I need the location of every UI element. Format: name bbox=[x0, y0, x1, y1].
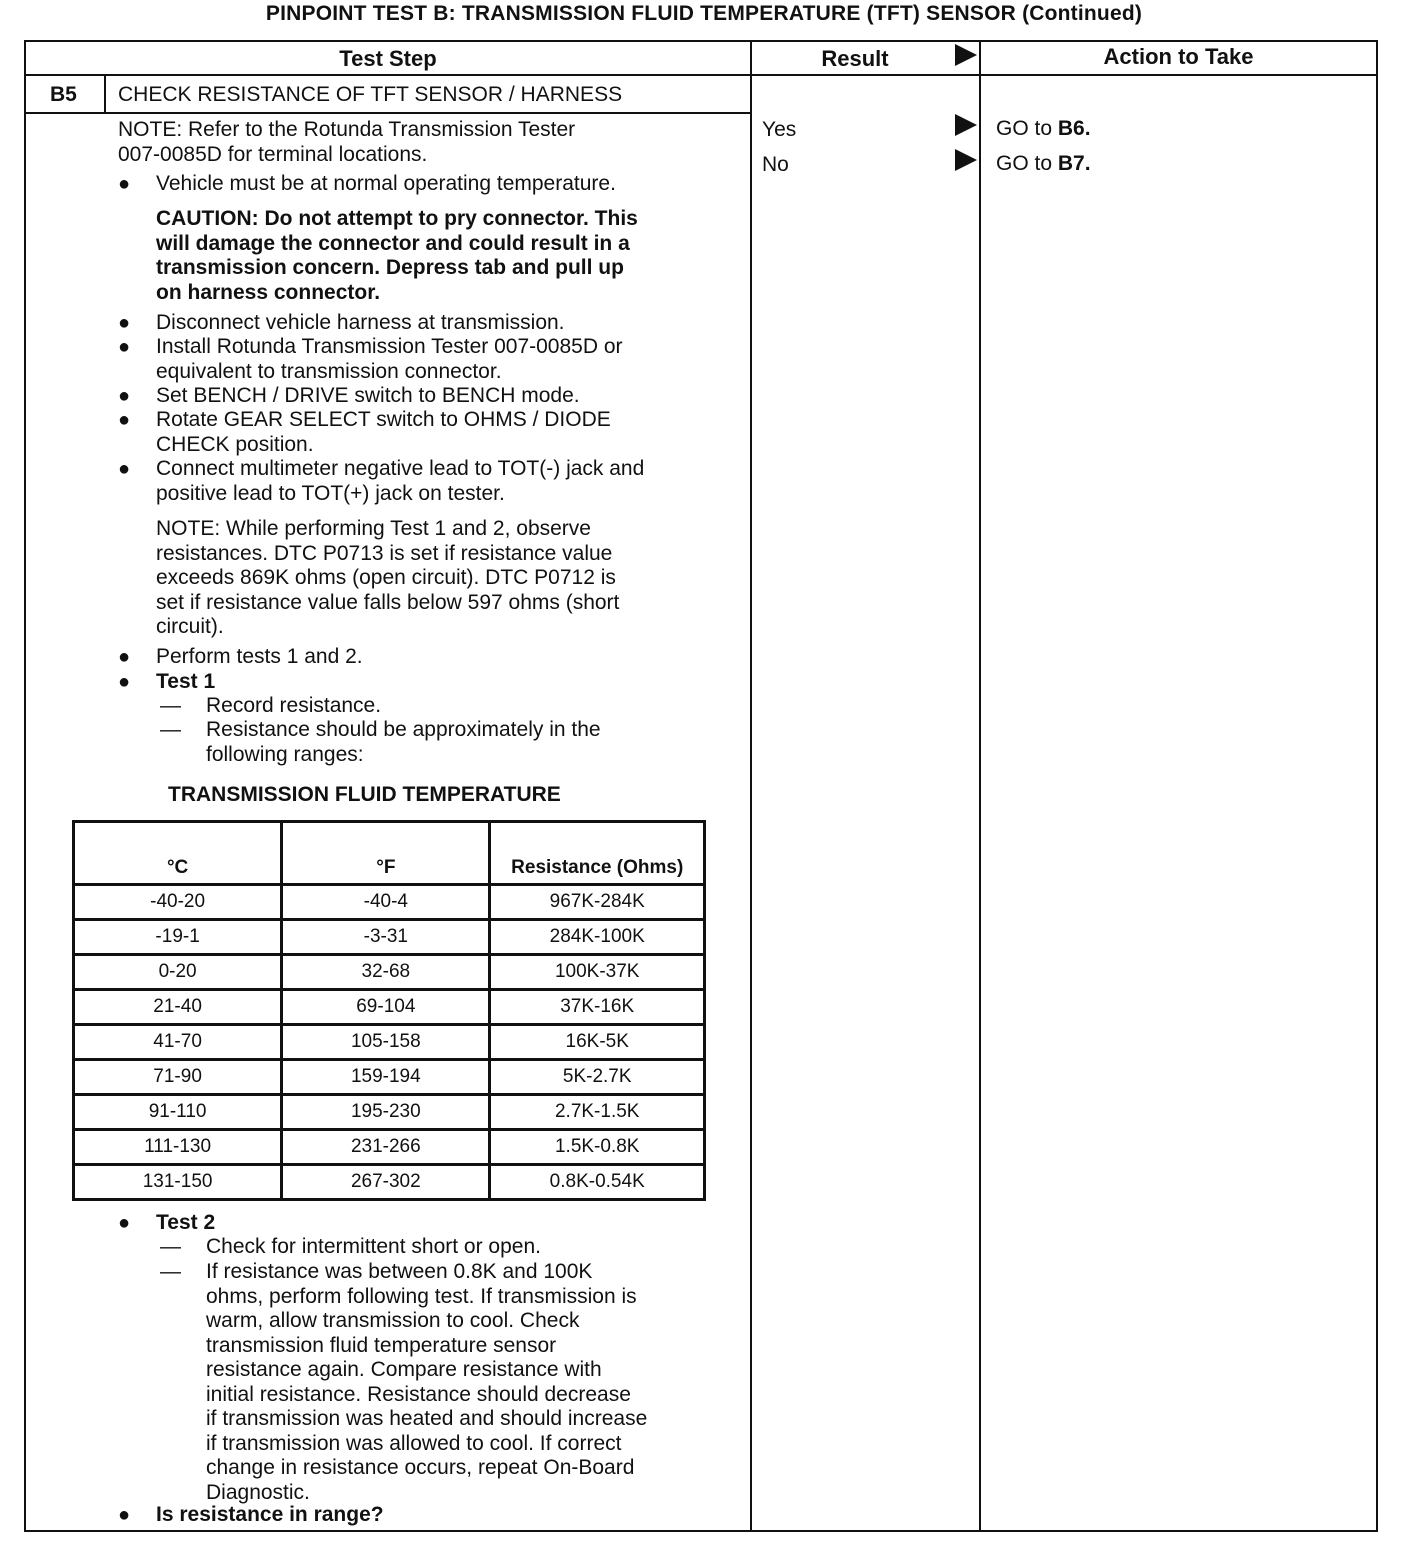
column-celsius: °C bbox=[74, 822, 282, 885]
header-action: Action to Take bbox=[1103, 44, 1254, 69]
frame-right-border bbox=[1376, 40, 1378, 1532]
result-no: No bbox=[762, 153, 789, 176]
cell-celsius: 131-150 bbox=[74, 1165, 282, 1200]
cell-fahrenheit: 267-302 bbox=[282, 1165, 490, 1200]
cell-celsius: -19-1 bbox=[74, 920, 282, 955]
cell-fahrenheit: 32-68 bbox=[282, 955, 490, 990]
step-heading: CHECK RESISTANCE OF TFT SENSOR / HARNESS bbox=[118, 83, 623, 106]
header-arrow-icon bbox=[955, 44, 977, 66]
test2-label: Test 2 bbox=[156, 1211, 216, 1234]
table-row bbox=[74, 1025, 705, 1060]
frame-top-border bbox=[24, 40, 1378, 42]
test1-label: Test 1 bbox=[156, 670, 216, 693]
dash-icon: — bbox=[160, 694, 181, 717]
dash-icon: — bbox=[160, 1235, 181, 1258]
result-column-divider bbox=[750, 40, 752, 1532]
cell-resistance: 100K-37K bbox=[490, 955, 705, 990]
bullet-bench-mode: Set BENCH / DRIVE switch to BENCH mode. bbox=[156, 384, 580, 407]
cell-fahrenheit: 105-158 bbox=[282, 1025, 490, 1060]
bullet-disconnect: Disconnect vehicle harness at transmission. bbox=[156, 311, 565, 334]
bullet-icon: ● bbox=[118, 312, 131, 334]
cell-fahrenheit: -40-4 bbox=[282, 885, 490, 920]
dash-icon: — bbox=[160, 718, 181, 741]
bullet-icon: ● bbox=[118, 336, 131, 358]
bullet-install-tester: Install Rotunda Transmission Tester 007-0085D or equivalent to transmission connector. bbox=[156, 335, 623, 383]
column-fahrenheit: °F bbox=[282, 822, 490, 885]
cell-resistance: 2.7K-1.5K bbox=[490, 1095, 705, 1130]
cell-resistance: 16K-5K bbox=[490, 1025, 705, 1060]
step-row-border bbox=[24, 112, 752, 114]
cell-resistance: 967K-284K bbox=[490, 885, 705, 920]
cell-resistance: 5K-2.7K bbox=[490, 1060, 705, 1095]
table-row bbox=[74, 885, 705, 920]
frame-left-border bbox=[24, 40, 26, 1532]
cell-fahrenheit: -3-31 bbox=[282, 920, 490, 955]
cell-fahrenheit: 231-266 bbox=[282, 1130, 490, 1165]
note-dtc: NOTE: While performing Test 1 and 2, observe resistances. DTC P0713 is set if resistance value exceeds 869K ohms (open circuit). DTC P0712 is set if resistance value falls below 597 ohms (short circuit). bbox=[156, 517, 620, 638]
action-no: GO to B7. bbox=[996, 152, 1091, 175]
table-header-row bbox=[74, 822, 705, 885]
table-title: TRANSMISSION FLUID TEMPERATURE bbox=[168, 783, 561, 806]
test1-ranges: Resistance should be approximately in the following ranges: bbox=[206, 718, 601, 766]
header-result: Result bbox=[821, 46, 889, 71]
bullet-icon: ● bbox=[118, 646, 131, 668]
bullet-icon: ● bbox=[118, 1504, 131, 1526]
step-id-divider bbox=[104, 74, 106, 114]
cell-resistance: 1.5K-0.8K bbox=[490, 1130, 705, 1165]
cell-fahrenheit: 159-194 bbox=[282, 1060, 490, 1095]
cell-celsius: 91-110 bbox=[74, 1095, 282, 1130]
question-in-range: Is resistance in range? bbox=[156, 1503, 384, 1526]
table-row bbox=[74, 1165, 705, 1200]
cell-celsius: 41-70 bbox=[74, 1025, 282, 1060]
bullet-icon: ● bbox=[118, 458, 131, 480]
cell-celsius: 71-90 bbox=[74, 1060, 282, 1095]
header-bottom-border bbox=[24, 74, 1378, 76]
bullet-gear-select: Rotate GEAR SELECT switch to OHMS / DIODE CHECK position. bbox=[156, 408, 611, 456]
cell-resistance: 284K-100K bbox=[490, 920, 705, 955]
cell-celsius: 0-20 bbox=[74, 955, 282, 990]
table-row bbox=[74, 1095, 705, 1130]
test2-procedure: If resistance was between 0.8K and 100K ohms, perform following test. If transmission is warm, allow transmission to cool. Check transmission fluid temperature sensor resistance again. Compare resistance with initial resistance. Resistance should decrease if transmission was heated and should increase if transmission was allowed to cool. If correct change in resistance occurs, repeat On-Board Diagnostic. bbox=[206, 1260, 648, 1504]
cell-celsius: -40-20 bbox=[74, 885, 282, 920]
bullet-icon: ● bbox=[118, 671, 131, 693]
result-yes-arrow-icon bbox=[955, 114, 977, 136]
result-no-arrow-icon bbox=[955, 149, 977, 171]
bullet-icon: ● bbox=[118, 385, 131, 407]
table-row bbox=[74, 990, 705, 1025]
cell-celsius: 21-40 bbox=[74, 990, 282, 1025]
table-row bbox=[74, 920, 705, 955]
table-row bbox=[74, 1060, 705, 1095]
test2-check: Check for intermittent short or open. bbox=[206, 1235, 541, 1258]
action-column-divider bbox=[979, 40, 981, 1532]
bullet-icon: ● bbox=[118, 173, 131, 195]
header-test-step: Test Step bbox=[339, 46, 437, 71]
bullet-operating-temp: Vehicle must be at normal operating temperature. bbox=[156, 172, 616, 195]
action-yes: GO to B6. bbox=[996, 117, 1091, 140]
bullet-icon: ● bbox=[118, 1212, 131, 1234]
caution-text: CAUTION: Do not attempt to pry connector. This will damage the connector and could result in a transmission concern. Depress tab and pull up on harness connector. bbox=[156, 207, 638, 304]
bullet-multimeter: Connect multimeter negative lead to TOT(-) jack and positive lead to TOT(+) jack on tester. bbox=[156, 457, 645, 505]
table-row bbox=[74, 955, 705, 990]
cell-fahrenheit: 69-104 bbox=[282, 990, 490, 1025]
bullet-icon: ● bbox=[118, 409, 131, 431]
note-rotunda: NOTE: Refer to the Rotunda Transmission Tester 007-0085D for terminal locations. bbox=[118, 118, 576, 166]
step-id: B5 bbox=[50, 83, 77, 106]
result-yes: Yes bbox=[762, 118, 797, 141]
test1-record: Record resistance. bbox=[206, 694, 382, 717]
dash-icon: — bbox=[160, 1260, 181, 1283]
bullet-perform-tests: Perform tests 1 and 2. bbox=[156, 645, 363, 668]
page-title: PINPOINT TEST B: TRANSMISSION FLUID TEMPERATURE (TFT) SENSOR (Continued) bbox=[265, 2, 1143, 25]
cell-resistance: 37K-16K bbox=[490, 990, 705, 1025]
tft-resistance-table bbox=[72, 820, 706, 1201]
frame-bottom-border bbox=[24, 1530, 1378, 1532]
cell-resistance: 0.8K-0.54K bbox=[490, 1165, 705, 1200]
cell-celsius: 111-130 bbox=[74, 1130, 282, 1165]
table-row bbox=[74, 1130, 705, 1165]
column-resistance: Resistance (Ohms) bbox=[490, 822, 705, 885]
cell-fahrenheit: 195-230 bbox=[282, 1095, 490, 1130]
